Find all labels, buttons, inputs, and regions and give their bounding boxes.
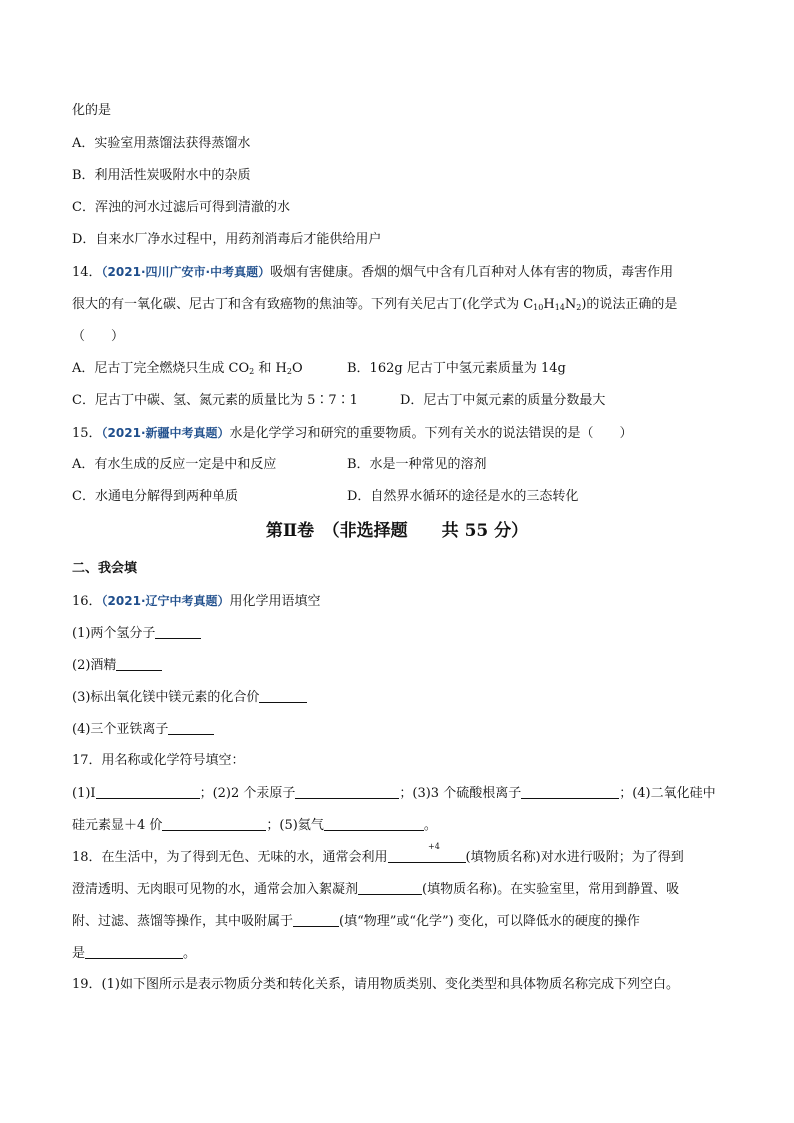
item-label: ；(4)二氧化硅中 [619, 786, 716, 801]
question-source: （2021·辽宁中考真题） [101, 594, 230, 608]
q16-item-4 [72, 720, 214, 739]
answer-blank[interactable] [116, 656, 162, 671]
item-label: ；(3)3 个硫酸根离子 [399, 786, 522, 801]
q14-stem-text3: )的说法正确的是 [581, 297, 678, 312]
item-label: (1)I [72, 786, 96, 801]
q15-option-d: D．自然界水循环的途径是水的三态转化 [347, 489, 579, 504]
item-label: 硅元素显＋4 价 [72, 818, 163, 833]
subscript: 2 [249, 367, 255, 376]
q13-option-a: A．实验室用蒸馏法获得蒸馏水 [72, 136, 251, 151]
q18-text: 18．在生活中，为了得到无色、无味的水，通常会利用 [72, 850, 388, 865]
answer-blank[interactable] [85, 944, 183, 959]
q18-line3 [72, 912, 640, 931]
q15-option-b: B．水是一种常见的溶剂 [347, 457, 487, 472]
q15-stem-text: 水是化学学习和研究的重要物质。下列有关水的说法错误的是（ ） [229, 426, 633, 441]
q13-option-c: C．浑浊的河水过滤后可得到清澈的水 [72, 200, 290, 215]
item-label: (4)三个亚铁离子 [72, 722, 169, 737]
answer-blank[interactable] [96, 784, 200, 799]
q14-option-c: C．尼古丁中碳、氢、氮元素的质量比为 5∶7∶1 [72, 393, 358, 408]
item-label: (2)酒精 [72, 658, 117, 673]
q17-line2 [72, 816, 437, 835]
formula-text: N [564, 297, 577, 312]
answer-blank[interactable] [295, 784, 399, 799]
answer-blank[interactable] [168, 720, 214, 735]
answer-blank[interactable] [358, 880, 422, 895]
q14-option-b: B．162g 尼古丁中氢元素质量为 14g [347, 361, 566, 376]
q14-stem-line1 [72, 263, 673, 282]
question-source: （2021·四川广安市·中考真题） [101, 265, 271, 279]
item-label: (1)两个氢分子 [72, 626, 156, 641]
q16-item-2 [72, 656, 162, 675]
q18-text: 澄清透明、无肉眼可见物的水，通常会加入絮凝剂 [72, 882, 359, 897]
question-number: 15． [72, 426, 102, 441]
q14-option-d: D．尼古丁中氮元素的质量分数最大 [400, 393, 606, 408]
q18-text: 附、过滤、蒸馏等操作，其中吸附属于 [72, 914, 294, 929]
item-label: 。 [423, 818, 437, 833]
q18-text: (填物质名称)。在实验室里，常用到静置、吸 [422, 882, 680, 897]
subscript: 2 [576, 303, 582, 312]
item-label: ；(5)氦气 [266, 818, 324, 833]
q13-option-b: B．利用活性炭吸附水中的杂质 [72, 168, 251, 183]
answer-blank[interactable] [324, 816, 424, 831]
q16-item-1 [72, 624, 201, 643]
q19-stem: 19．(1)如下图所示是表示物质分类和转化关系，请用物质类别、变化类型和具体物质名称完成下列空白。 [72, 977, 679, 992]
q15-stem [72, 424, 633, 443]
superscript-mark: +4 [428, 842, 440, 851]
q18-text: (填“物理”或“化学”) 变化，可以降低水的硬度的操作 [339, 914, 640, 929]
subscript: 14 [554, 303, 565, 312]
answer-paren: （ ） [72, 329, 125, 344]
subscript: 2 [286, 367, 292, 376]
subscript: 10 [533, 303, 544, 312]
q16-stem [72, 592, 321, 611]
question-source: （2021·新疆中考真题） [101, 426, 230, 440]
section-heading: 二、我会填 [72, 561, 138, 576]
q17-line1 [72, 784, 716, 803]
answer-blank[interactable] [259, 688, 307, 703]
q17-stem: 17．用名称或化学符号填空： [72, 753, 245, 768]
option-text: A．尼古丁完全燃烧只生成 CO [72, 361, 250, 376]
q15-option-a: A．有水生成的反应一定是中和反应 [72, 457, 277, 472]
q18-line2 [72, 880, 679, 899]
answer-blank[interactable] [293, 912, 339, 927]
q18-text: (填物质名称)对水进行吸附；为了得到 [465, 850, 684, 865]
part2-title: 第Ⅱ卷 （非选择题 共 55 分） [265, 521, 529, 541]
q18-line1 [72, 848, 684, 867]
q16-item-3 [72, 688, 307, 707]
q14-stem-text: 吸烟有害健康。香烟的烟气中含有几百种对人体有害的物质，毒害作用 [270, 265, 674, 280]
item-label: ；(2)2 个汞原子 [199, 786, 296, 801]
q13-option-d: D．自来水厂净水过程中，用药剂消毒后才能供给用户 [72, 232, 382, 247]
q15-option-c: C．水通电分解得到两种单质 [72, 489, 238, 504]
answer-blank[interactable] [162, 816, 266, 831]
answer-blank[interactable] [521, 784, 619, 799]
q13-stem-tail: 化的是 [72, 103, 112, 118]
q14-stem-line2 [72, 296, 677, 314]
q16-stem-text: 用化学用语填空 [229, 594, 321, 609]
item-label: (3)标出氧化镁中镁元素的化合价 [72, 690, 260, 705]
q14-stem-text2: 很大的有一氧化碳、尼古丁和含有致癌物的焦油等。下列有关尼古丁(化学式为 C [72, 297, 534, 312]
option-text: 和 H [254, 361, 287, 376]
answer-blank[interactable] [388, 848, 466, 863]
question-number: 14． [72, 265, 102, 280]
answer-blank[interactable] [155, 624, 201, 639]
q18-text: 。 [183, 946, 197, 961]
q18-text: 是 [72, 946, 86, 961]
option-text: O [291, 361, 303, 376]
formula-text: H [543, 297, 555, 312]
q18-line4 [72, 944, 196, 963]
q14-option-a [72, 360, 303, 378]
question-number: 16． [72, 594, 102, 609]
